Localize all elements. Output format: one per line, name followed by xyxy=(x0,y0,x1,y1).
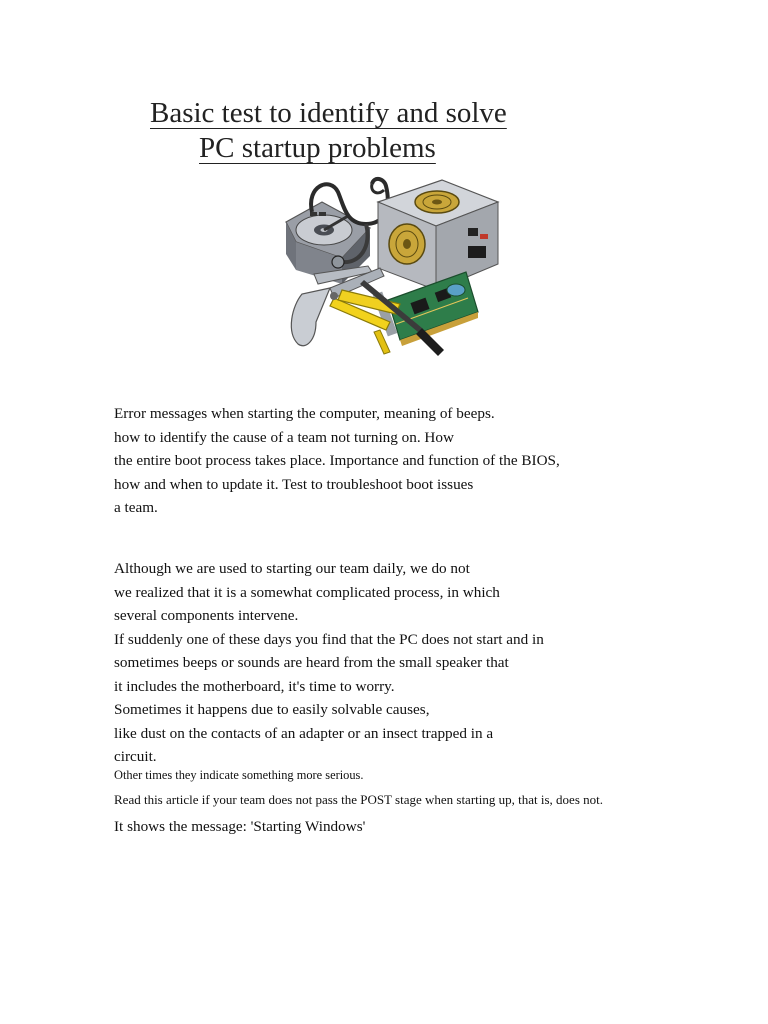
body-line: If suddenly one of these days you find that the PC does not start and in xyxy=(114,630,544,648)
page-title-line-1 xyxy=(150,96,615,130)
body-line: Sometimes it happens due to easily solvable causes, xyxy=(114,701,430,718)
body-line: sometimes beeps or sounds are heard from the small speaker that xyxy=(114,654,509,671)
intro-line: a team. xyxy=(114,499,158,516)
title-line-2-text: PC startup problems xyxy=(199,132,436,164)
intro-line: how and when to update it. Test to troubleshoot boot issues xyxy=(114,475,474,493)
closing-line: It shows the message: 'Starting Windows' xyxy=(114,818,366,835)
body-paragraph xyxy=(114,557,544,769)
body-line: it includes the motherboard, it's time to worry. xyxy=(114,677,395,695)
pc-repair-tools-illustration xyxy=(272,172,504,360)
title-line-1-text: Basic test to identify and solve xyxy=(150,97,507,129)
power-supply-icon xyxy=(378,180,498,290)
intro-line: how to identify the cause of a team not turning on. How xyxy=(114,428,454,446)
intro-line: Error messages when starting the computer, meaning of beeps. xyxy=(114,405,495,422)
body-line: we realized that it is a somewhat complicated process, in which xyxy=(114,583,500,601)
small-text-line: Read this article if your team does not pass the POST stage when starting up, that is, does not. xyxy=(114,792,603,807)
body-line: circuit. xyxy=(114,748,157,765)
intro-paragraph xyxy=(114,402,560,520)
page-title-line-2 xyxy=(199,131,574,165)
body-line: several components intervene. xyxy=(114,607,299,624)
body-line: like dust on the contacts of an adapter or an insect trapped in a xyxy=(114,724,494,742)
intro-line: the entire boot process takes place. Importance and function of the BIOS, xyxy=(114,452,560,469)
body-line: Although we are used to starting our team daily, we do not xyxy=(114,560,470,577)
small-text-line: Other times they indicate something more serious. xyxy=(114,768,364,782)
